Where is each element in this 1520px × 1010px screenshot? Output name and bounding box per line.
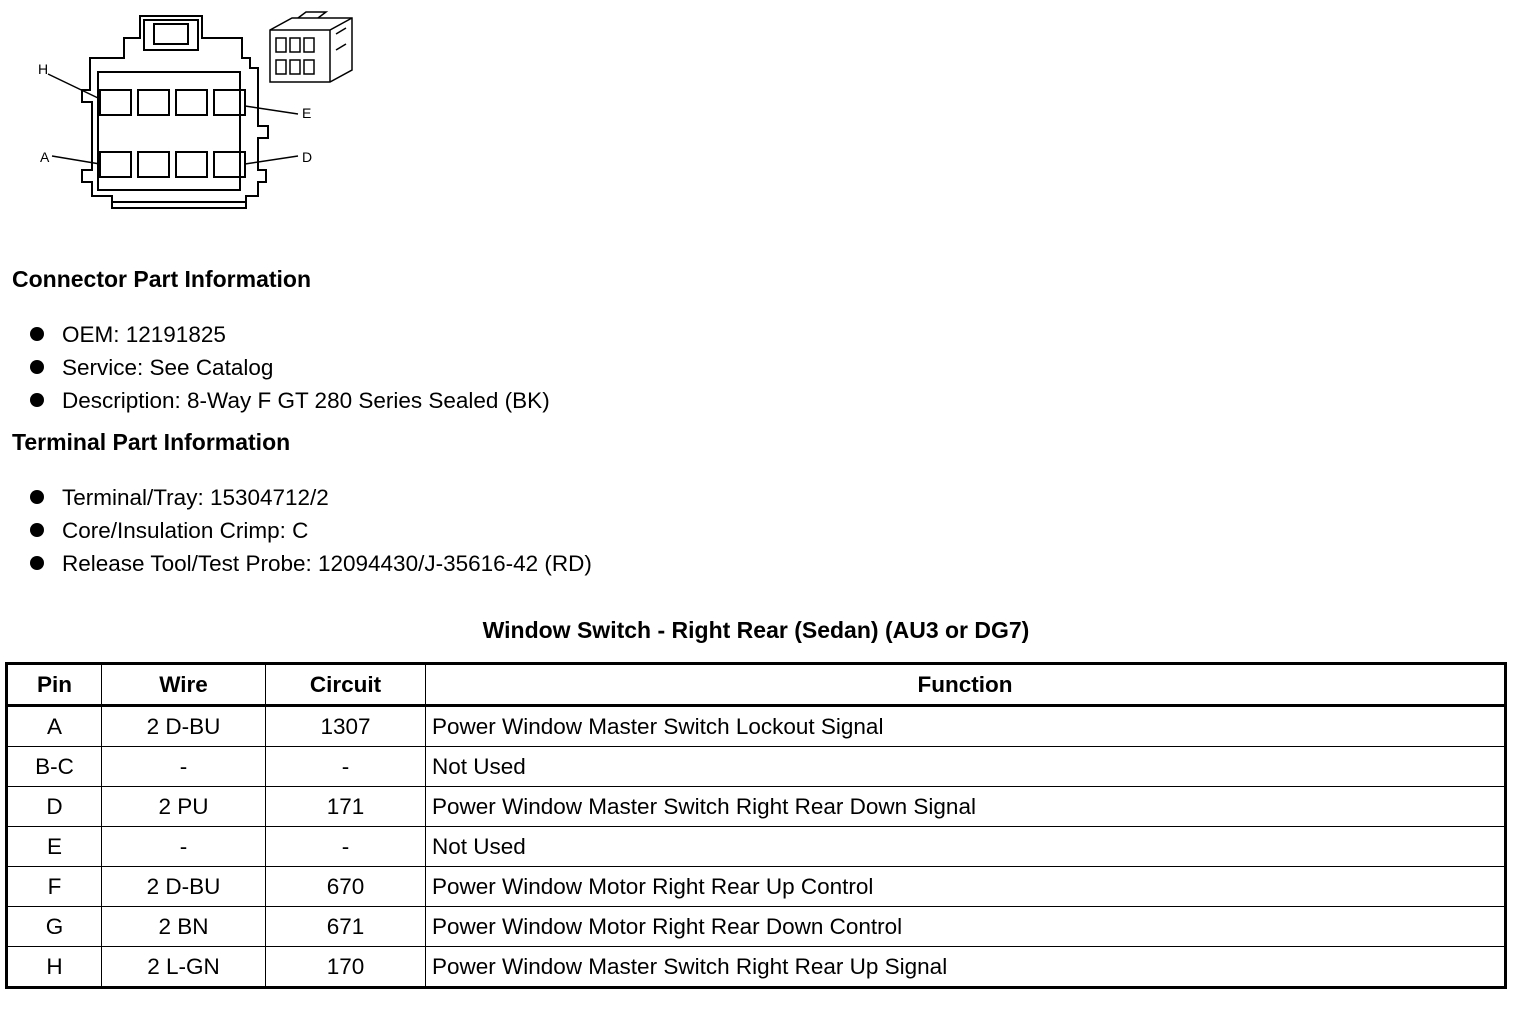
cavity (100, 152, 131, 177)
table-row (7, 947, 1506, 988)
table-title: Window Switch - Right Rear (Sedan) (AU3 or DG7) (482, 617, 1030, 643)
connector-diagram (30, 10, 370, 220)
cavity (100, 90, 131, 115)
cell-circuit: 171 (266, 787, 426, 827)
cell-circuit: - (266, 827, 426, 867)
cell-function: Not Used (426, 747, 1506, 787)
connector-oem: OEM: 12191825 (62, 322, 226, 347)
cell-circuit: 1307 (266, 706, 426, 747)
cell-function: Power Window Master Switch Right Rear Up Signal (426, 947, 1506, 988)
cell-pin: E (7, 827, 102, 867)
pin-label-h: H (38, 61, 49, 77)
table-row (7, 827, 1506, 867)
cell-circuit: 170 (266, 947, 426, 988)
cavity (176, 90, 207, 115)
list-item (30, 351, 550, 384)
pin-label-a: A (40, 149, 50, 165)
list-item (30, 514, 592, 547)
pin-label-d: D (302, 149, 313, 165)
bullet-icon (30, 393, 44, 407)
terminal-tray: Terminal/Tray: 15304712/2 (62, 485, 329, 510)
header-wire: Wire (102, 664, 266, 706)
connector-service: Service: See Catalog (62, 355, 274, 380)
connector-info-list (30, 318, 550, 417)
cell-function: Power Window Motor Right Rear Up Control (426, 867, 1506, 907)
cavity (138, 152, 169, 177)
cavity (176, 152, 207, 177)
cell-wire: 2 D-BU (102, 706, 266, 747)
pinout-table (5, 662, 1507, 989)
cell-pin: F (7, 867, 102, 907)
cell-pin: A (7, 706, 102, 747)
cell-wire: - (102, 827, 266, 867)
cell-function: Power Window Master Switch Right Rear Down Signal (426, 787, 1506, 827)
bullet-icon (30, 523, 44, 537)
list-item (30, 547, 592, 580)
cell-pin: B-C (7, 747, 102, 787)
connector-iso-thumbnail (270, 12, 352, 82)
cell-function: Power Window Master Switch Lockout Signal (426, 706, 1506, 747)
table-row (7, 907, 1506, 947)
cell-wire: 2 D-BU (102, 867, 266, 907)
table-header-row (7, 664, 1506, 706)
cavity (138, 90, 169, 115)
cell-wire: - (102, 747, 266, 787)
connector-face-drawing (30, 10, 370, 220)
cell-wire: 2 L-GN (102, 947, 266, 988)
table-row (7, 787, 1506, 827)
cell-circuit: 670 (266, 867, 426, 907)
terminal-info-list (30, 481, 592, 580)
header-circuit: Circuit (266, 664, 426, 706)
bullet-icon (30, 360, 44, 374)
terminal-info-heading: Terminal Part Information (12, 429, 291, 455)
cell-function: Power Window Motor Right Rear Down Control (426, 907, 1506, 947)
table-row (7, 706, 1506, 747)
cell-circuit: 671 (266, 907, 426, 947)
list-item (30, 481, 592, 514)
cell-pin: H (7, 947, 102, 988)
cell-pin: D (7, 787, 102, 827)
table-row (7, 747, 1506, 787)
cell-circuit: - (266, 747, 426, 787)
bullet-icon (30, 556, 44, 570)
connector-info-heading: Connector Part Information (12, 266, 312, 292)
pin-label-e: E (302, 105, 312, 121)
terminal-release-tool: Release Tool/Test Probe: 12094430/J-35616-42 (RD) (62, 551, 592, 576)
header-pin: Pin (7, 664, 102, 706)
connector-description: Description: 8-Way F GT 280 Series Sealed (BK) (62, 388, 550, 413)
list-item (30, 318, 550, 351)
bullet-icon (30, 490, 44, 504)
terminal-crimp: Core/Insulation Crimp: C (62, 518, 309, 543)
cell-wire: 2 BN (102, 907, 266, 947)
cell-wire: 2 PU (102, 787, 266, 827)
list-item (30, 384, 550, 417)
cell-pin: G (7, 907, 102, 947)
header-function: Function (426, 664, 1506, 706)
table-row (7, 867, 1506, 907)
bullet-icon (30, 327, 44, 341)
cell-function: Not Used (426, 827, 1506, 867)
